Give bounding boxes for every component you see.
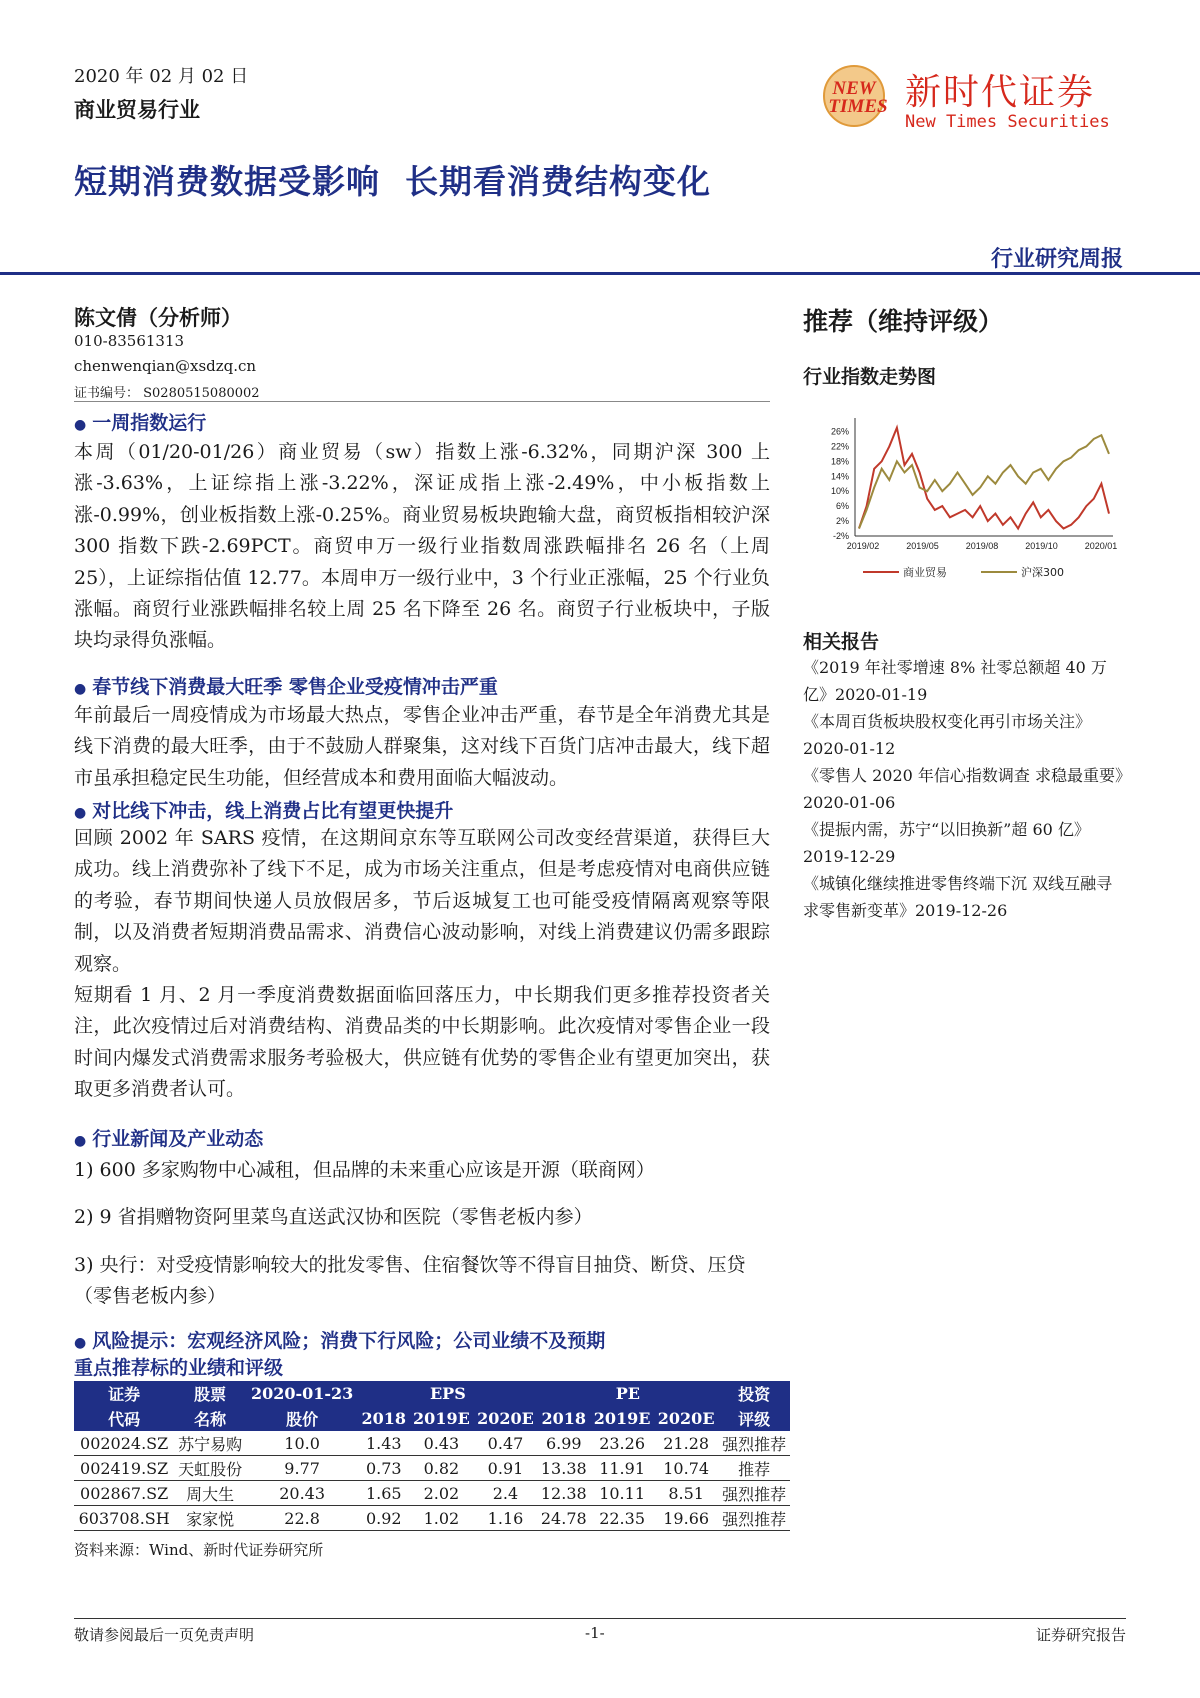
related-reports-list bbox=[803, 654, 1125, 924]
chart-title: 行业指数走势图 bbox=[803, 366, 937, 388]
table-cell: 0.91 bbox=[473, 1456, 537, 1481]
table-header-cell: 股价 bbox=[246, 1406, 358, 1431]
table-header-cell: 代码 bbox=[74, 1406, 174, 1431]
table-cell: 0.82 bbox=[409, 1456, 473, 1481]
table-cell: 6.99 bbox=[538, 1431, 591, 1456]
chart-y-tick-label: 22% bbox=[830, 441, 849, 452]
related-report-item[interactable]: 《城镇化继续推进零售终端下沉 双线互融寻求零售新变革》2019-12-26 bbox=[803, 874, 1113, 920]
table-header-cell: PE bbox=[538, 1381, 719, 1406]
index-trend-chart bbox=[803, 408, 1125, 592]
header-divider bbox=[0, 272, 1200, 275]
related-report-item[interactable]: 《零售人 2020 年信心指数调查 求稳最重要》2020-01-06 bbox=[803, 766, 1123, 812]
related-report-item[interactable]: 《2019 年社零增速 8% 社零总额超 40 万亿》2020-01-19 bbox=[803, 658, 1107, 704]
table-header-cell: 2018 bbox=[538, 1406, 591, 1431]
table-source: 资料来源：Wind、新时代证券研究所 bbox=[74, 1541, 324, 1559]
risk-warning: ● 风险提示：宏观经济风险；消费下行风险；公司业绩不及预期 bbox=[74, 1330, 606, 1352]
table-cell: 1.16 bbox=[473, 1506, 537, 1531]
table-cell: 0.43 bbox=[409, 1431, 473, 1456]
table-cell: 10.11 bbox=[590, 1481, 654, 1506]
table-cell: 1.02 bbox=[409, 1506, 473, 1531]
table-cell: 推荐 bbox=[718, 1456, 790, 1481]
bullet-icon: ● bbox=[74, 1335, 87, 1351]
rating: 推荐（维持评级） bbox=[803, 307, 1004, 336]
section-paragraph-online-1: 回顾 2002 年 SARS 疫情，在这期间京东等互联网公司改变经营渠道，获得巨大成功。线上消费弥补了线下不足，成为市场关注重点，但是考虑疫情对电商供应链的考验，春节期间快递人员放假居多，节后返城复工也可能受疫情隔离观察等限制，以及消费者短期消费品需求、消费信心波动影响，对线上消费建议仍需多跟踪观察。 bbox=[74, 827, 770, 975]
bullet-icon: ● bbox=[74, 681, 87, 697]
chart-x-tick-label: 2019/02 bbox=[846, 541, 880, 551]
table-cell: 周大生 bbox=[174, 1481, 246, 1506]
analyst-name: 陈文倩（分析师） bbox=[74, 305, 242, 330]
bullet-icon: ● bbox=[74, 1133, 87, 1149]
footer-disclaimer: 敬请参阅最后一页免责声明 bbox=[74, 1626, 255, 1644]
table-cell: 0.92 bbox=[358, 1506, 409, 1531]
related-reports-title: 相关报告 bbox=[803, 631, 880, 653]
section-paragraph-index: 本周（01/20-01/26）商业贸易（sw）指数上涨-6.32%，同期沪深 300 上涨-3.63%，上证综指上涨-3.22%，深证成指上涨-2.49%，中小板指数上涨-0.99%，创业板指数上涨-0.25%。商业贸易板块跑输大盘，商贸板指相较沪深 300 指数下跌-2.69PCT。商贸申万一级行业指数周涨跌幅排名 26 名（上周 25），上证综指估值 12.77。本周申万一级行业中，3 个行业正涨幅，25 个行业负涨幅。商贸行业涨跌幅排名较上周 25 名下降至 26 名。商贸子行业板块中，子版块均录得负涨幅。 bbox=[74, 441, 770, 652]
chart-y-tick-label: 14% bbox=[830, 471, 849, 482]
chart-x-tick-label: 2019/10 bbox=[1025, 541, 1058, 551]
chart-legend-label: 沪深300 bbox=[1021, 566, 1064, 579]
chart-y-tick-label: 26% bbox=[830, 426, 849, 437]
footer-report-label: 证券研究报告 bbox=[1035, 1626, 1126, 1644]
table-header-cell: 2020E bbox=[654, 1406, 718, 1431]
bullet-icon: ● bbox=[74, 805, 87, 821]
chart-x-tick-label: 2019/08 bbox=[965, 541, 999, 551]
table-cell: 1.43 bbox=[358, 1431, 409, 1456]
section-heading-online: ● 对比线下冲击，线上消费占比有望更快提升 bbox=[74, 800, 454, 822]
related-report-item[interactable]: 《提振内需，苏宁“以旧换新”超 60 亿》2019-12-29 bbox=[803, 820, 1090, 866]
section-paragraph-online-2: 短期看 1 月、2 月一季度消费数据面临回落压力，中长期我们更多推荐投资者关注，此次疫情过后对消费结构、消费品类的中长期影响。此次疫情对零售企业一段时间内爆发式消费需求服务考验极大，供应链有优势的零售企业有望更加突出，获取更多消费者认可。 bbox=[74, 984, 770, 1101]
logo-english-name: New Times Securities bbox=[905, 112, 1110, 132]
analyst-divider bbox=[74, 401, 770, 402]
table-cell: 20.43 bbox=[246, 1481, 358, 1506]
table-cell: 强烈推荐 bbox=[718, 1481, 790, 1506]
analyst-phone: 010-83561313 bbox=[74, 332, 185, 350]
chart-series-line bbox=[859, 428, 1109, 529]
table-cell: 强烈推荐 bbox=[718, 1506, 790, 1531]
table-row bbox=[74, 1431, 790, 1456]
table-cell: 天虹股份 bbox=[174, 1456, 246, 1481]
report-date: 2020 年 02 月 02 日 bbox=[74, 66, 249, 87]
news-heading: ● 行业新闻及产业动态 bbox=[74, 1128, 264, 1150]
table-cell: 10.74 bbox=[654, 1456, 718, 1481]
table-cell: 家家悦 bbox=[174, 1506, 246, 1531]
table-cell: 10.0 bbox=[246, 1431, 358, 1456]
table-cell: 24.78 bbox=[538, 1506, 591, 1531]
recommendation-table bbox=[74, 1381, 790, 1531]
new-times-logo-icon bbox=[812, 60, 904, 130]
chart-y-tick-label: 18% bbox=[830, 456, 849, 467]
table-cell: 002419.SZ bbox=[74, 1456, 174, 1481]
table-header-cell: 2019E bbox=[590, 1406, 654, 1431]
section-heading-index: ● 一周指数运行 bbox=[74, 412, 207, 434]
table-cell: 12.38 bbox=[538, 1481, 591, 1506]
bullet-icon: ● bbox=[74, 417, 87, 433]
table-row bbox=[74, 1481, 790, 1506]
table-header-cell: 2019E bbox=[409, 1406, 473, 1431]
table-header-cell: 2020E bbox=[473, 1406, 537, 1431]
table-header-cell: 股票 bbox=[174, 1381, 246, 1406]
table-row bbox=[74, 1456, 790, 1481]
table-cell: 21.28 bbox=[654, 1431, 718, 1456]
table-cell: 11.91 bbox=[590, 1456, 654, 1481]
table-header-cell: EPS bbox=[358, 1381, 537, 1406]
logo-chinese-name: 新时代证券 bbox=[905, 72, 1096, 113]
table-cell: 22.8 bbox=[246, 1506, 358, 1531]
table-cell: 0.73 bbox=[358, 1456, 409, 1481]
section-heading-spring: ● 春节线下消费最大旺季 零售企业受疫情冲击严重 bbox=[74, 676, 498, 698]
table-cell: 强烈推荐 bbox=[718, 1431, 790, 1456]
table-cell: 苏宁易购 bbox=[174, 1431, 246, 1456]
chart-x-tick-label: 2020/01 bbox=[1084, 541, 1118, 551]
table-row bbox=[74, 1506, 790, 1531]
table-cell: 2.4 bbox=[473, 1481, 537, 1506]
table-header-cell: 名称 bbox=[174, 1406, 246, 1431]
table-cell: 9.77 bbox=[246, 1456, 358, 1481]
analyst-cert: 证书编号： S0280515080002 bbox=[74, 386, 260, 401]
report-type: 行业研究周报 bbox=[990, 246, 1123, 272]
table-cell: 603708.SH bbox=[74, 1506, 174, 1531]
news-item-3: 3) 央行：对受疫情影响较大的批发零售、住宿餐饮等不得盲目抽贷、断贷、压贷（零售老板内参） bbox=[74, 1254, 746, 1307]
table-cell: 13.38 bbox=[538, 1456, 591, 1481]
table-cell: 002867.SZ bbox=[74, 1481, 174, 1506]
chart-y-tick-label: -2% bbox=[832, 531, 849, 541]
section-paragraph-spring: 年前最后一周疫情成为市场最大热点，零售企业冲击严重，春节是全年消费尤其是线下消费的最大旺季，由于不鼓励人群聚集，这对线下百货门店冲击最大，线下超市虽承担稳定民生功能，但经营成本和费用面临大幅波动。 bbox=[74, 704, 770, 789]
table-header-cell: 评级 bbox=[718, 1406, 790, 1431]
table-cell: 22.35 bbox=[590, 1506, 654, 1531]
news-item-2: 2) 9 省捐赠物资阿里菜鸟直送武汉协和医院（零售老板内参） bbox=[74, 1206, 593, 1228]
table-cell: 0.47 bbox=[473, 1431, 537, 1456]
analyst-email[interactable]: chenwenqian@xsdzq.cn bbox=[74, 357, 257, 375]
chart-legend-label: 商业贸易 bbox=[903, 566, 947, 579]
chart-y-tick-label: 6% bbox=[835, 501, 849, 512]
page-number: -1- bbox=[585, 1624, 605, 1642]
table-cell: 8.51 bbox=[654, 1481, 718, 1506]
table-cell: 23.26 bbox=[590, 1431, 654, 1456]
chart-x-tick-label: 2019/05 bbox=[906, 541, 939, 551]
news-item-1: 1) 600 多家购物中心减租，但品牌的未来重心应该是开源（联商网） bbox=[74, 1159, 655, 1181]
logo-mark-top: NEW bbox=[832, 78, 876, 99]
report-title: 短期消费数据受影响 长期看消费结构变化 bbox=[74, 162, 711, 201]
related-report-item[interactable]: 《本周百货板块股权变化再引市场关注》2020-01-12 bbox=[803, 712, 1092, 758]
industry-name: 商业贸易行业 bbox=[74, 97, 200, 122]
table-cell: 2.02 bbox=[409, 1481, 473, 1506]
table-header-cell: 2018 bbox=[358, 1406, 409, 1431]
logo-mark-bottom: TIMES bbox=[828, 96, 888, 117]
table-cell: 1.65 bbox=[358, 1481, 409, 1506]
table-header-cell: 证券 bbox=[74, 1381, 174, 1406]
chart-y-tick-label: 2% bbox=[835, 516, 849, 527]
table-title: 重点推荐标的业绩和评级 bbox=[74, 1357, 284, 1379]
table-cell: 002024.SZ bbox=[74, 1431, 174, 1456]
chart-y-tick-label: 10% bbox=[830, 486, 849, 497]
footer-divider bbox=[74, 1618, 1126, 1619]
table-header-cell: 2020-01-23 bbox=[246, 1381, 358, 1406]
table-header-cell: 投资 bbox=[718, 1381, 790, 1406]
table-cell: 19.66 bbox=[654, 1506, 718, 1531]
